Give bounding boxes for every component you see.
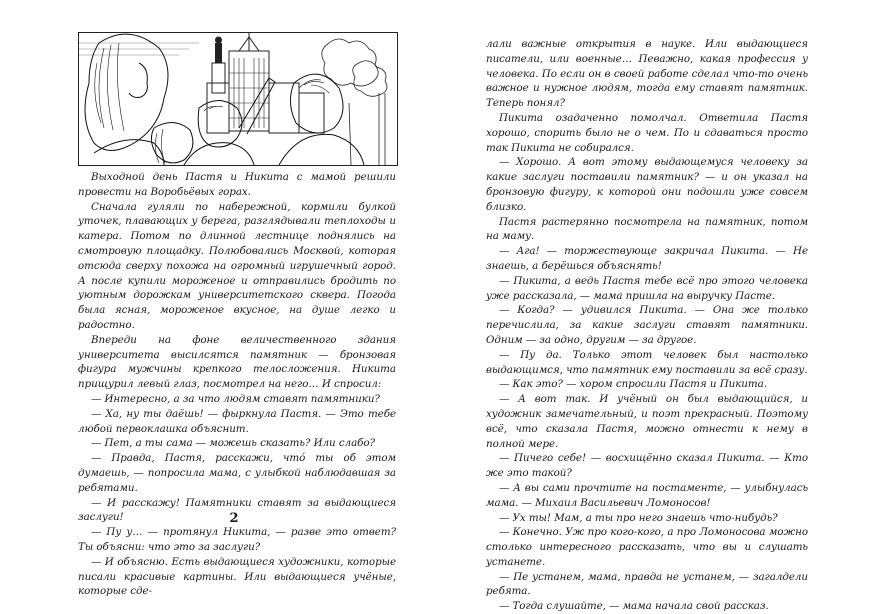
paragraph: — Ух ты! Мам, а ты про него знаешь что-нибудь?: [499, 511, 778, 524]
paragraph: Выходной день Пастя и Никита с мамой решили провести на Воробьёвых горах.: [78, 171, 396, 198]
paragraph: — Пичего себе! — восхищённо сказал Пикита. — Кто же это такой?: [486, 452, 808, 480]
paragraph: Пикита озадаченно помолчал. Ответила Пастя хорошо, спорить было не о чем. По и сдаваться просто так Пикита не собирался.: [486, 111, 808, 154]
paragraph: — И объясню. Есть выдающиеся художники, которые писали красивые картины. Или выдающиеся учёные, которые сде-: [78, 555, 396, 598]
paragraph: — Когда? — удивился Пикита. — Она же только перечислила, за какие заслуги ставят памятники. Одним — за одно, другим — за другое.: [486, 304, 808, 346]
paragraph: — Хорошо. А вот этому выдающемуся человеку за какие заслуги поставили памятник? — и он указал на бронзовую фигуру, к которой они подошли уже совсем близко.: [486, 156, 808, 213]
story-illustration: [78, 32, 398, 166]
paragraph: — Конечно. Уж про кого-кого, а про Ломоносова можно столько интересного рассказать, что вы и слушать устанете.: [486, 526, 808, 568]
paragraph: — Ага! — торжествующе закричал Пикита. — Не знаешь, а берёшься объяснять!: [486, 245, 808, 272]
paragraph: — Пет, а ты сама — можешь сказать? Или слабо?: [91, 437, 376, 450]
page-number: 2: [229, 511, 239, 526]
paragraph: — Пу у… — протянул Никита, — разве это ответ? Ты объясни: что это за заслуги?: [78, 526, 396, 553]
paragraph: — Пе устанем, мама, правда не устанем, — загалдели ребята.: [486, 570, 808, 598]
right-text-column: [486, 37, 808, 614]
paragraph: Впереди на фоне величественного здания университета высилсятся памятник — бронзовая фигура мужчины крепкого телосложения. Никита прищурил левый глаз, посмотрел на него… И спросил:: [78, 333, 396, 391]
paragraph: — Интересно, а за что людям ставят памятники?: [91, 392, 380, 405]
paragraph: — А вы сами прочтите на постаменте, — улыбнулась мама. — Михаил Васильевич Ломоносов!: [486, 481, 808, 509]
paragraph: — Тогда слушайте, — мама начала свой рассказ.: [499, 600, 769, 613]
paragraph: — Ха, ну ты даёшь! — фыркнула Пастя. — Это тебе любой первоклашка объяснит.: [78, 407, 396, 435]
paragraph: лали важные открытия в науке. Или выдающиеся писатели, или военные… Певажно, какая профессия у человека. По если он в своей работе сделал что-то очень важное и нужное людям, тогда ему ставят памятник. Теперь понял?: [486, 38, 808, 110]
paragraph: — Как это? — хором спросили Пастя и Пикита.: [499, 378, 767, 391]
left-text-column: [78, 170, 396, 599]
paragraph: — Правда, Пастя, расскажи, что́ ты об этом думаешь, — попросила мама, с улыбкой наблюдавшая за ребятами.: [78, 452, 396, 494]
paragraph: Пастя растерянно посмотрела на памятник, потом на маму.: [486, 215, 808, 243]
paragraph: — И расскажу! Памятники ставят за выдающиеся заслуги!: [78, 496, 396, 524]
paragraph: — Пу да. Только этот человек был настолько выдающимся, что памятник ему поставили за всё сразу.: [486, 348, 808, 376]
paragraph: Сначала гуляли по набережной, кормили булкой уточек, плавающих у берега, разглядывали теплоходы и катера. Потом по длинной лестнице поднялись на смотровую площадку. Полюбовались Москвой, которая отсюда сверху похожа на огромный игрушечный город. А после купили мороженое и отправились бродить по уютным дорожкам университетского сквера. Погода была ясная, мороженое вкусное, на душе легко и радостно.: [78, 200, 396, 331]
paragraph: — А вот так. И учёный он был выдающийся, и художник замечательный, и поэт прекрасный. Поэтому всё, что сказала Пастя, можно отнести к нему в полной мере.: [486, 393, 808, 450]
paragraph: — Пикита, а ведь Пастя тебе всё про этого человека уже рассказала, — мама пришла на выручку Пасте.: [486, 274, 808, 302]
children-and-university-icon: [79, 33, 397, 165]
